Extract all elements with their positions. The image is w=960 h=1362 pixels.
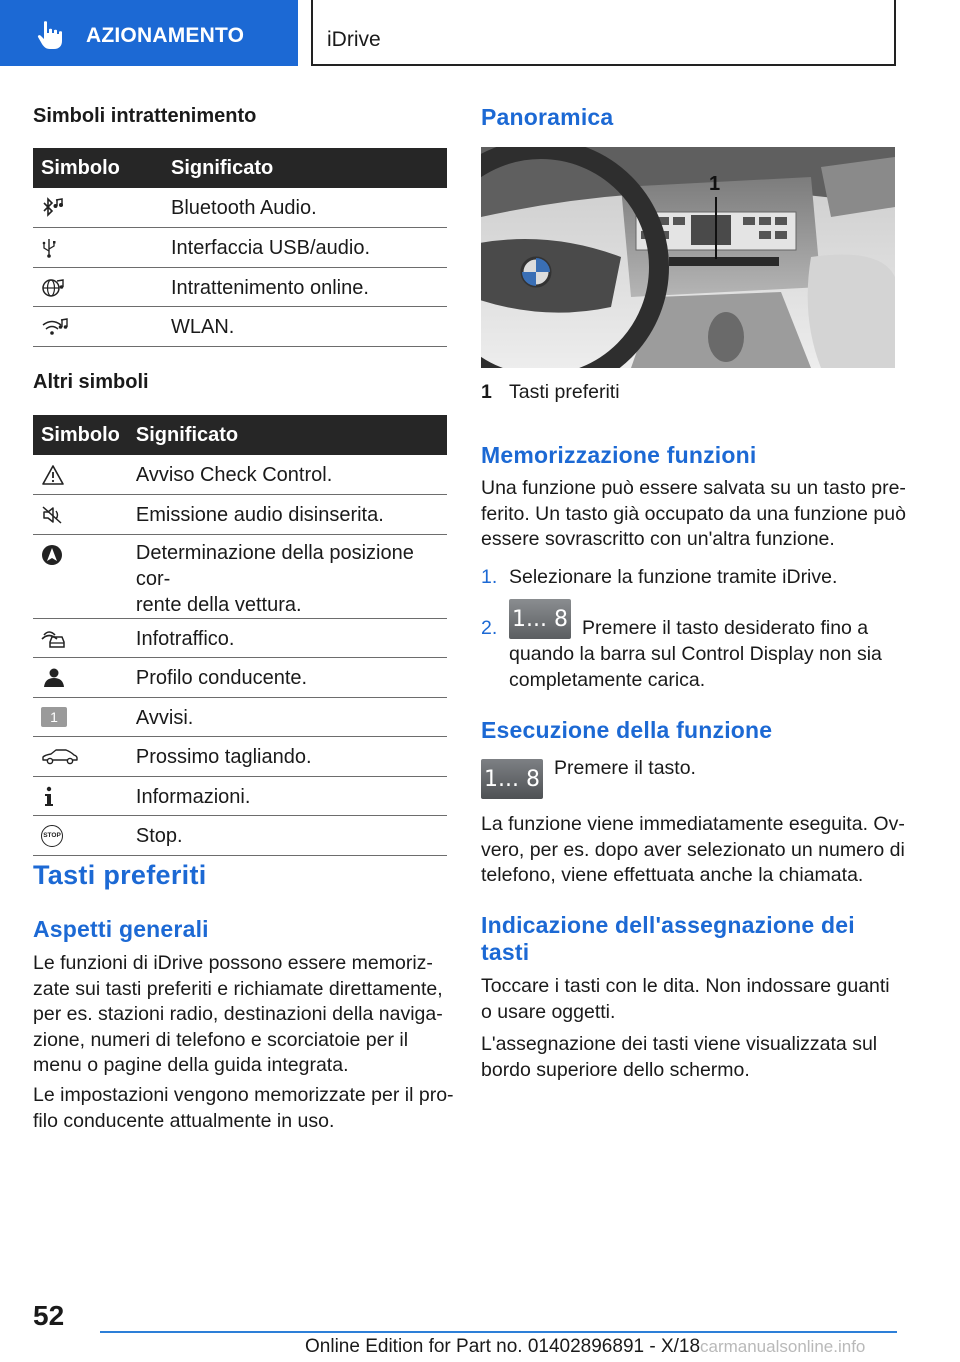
meaning-line-1: Determinazione della posizione cor- <box>135 541 414 590</box>
meaning-cell: Profilo conducente. <box>128 658 447 698</box>
table-row <box>33 228 447 268</box>
step-2-rest <box>509 642 882 693</box>
warning-triangle-icon <box>41 464 65 486</box>
execute-body <box>481 812 905 889</box>
other-table <box>33 415 447 856</box>
table-row <box>33 307 447 347</box>
title-line: Indicazione dell'assegnazione dei <box>481 912 855 938</box>
text-line: L'assegnazione dei tasti viene visualizzata sul <box>481 1033 878 1055</box>
text-line: zate sui tasti preferiti e richiamate direttamente, <box>33 977 443 1000</box>
text-line: filo conducente attualmente in uso. <box>33 1109 335 1132</box>
wlan-audio-icon <box>41 316 69 338</box>
symbol-cell <box>33 816 128 856</box>
symbol-cell <box>33 188 163 228</box>
text-line: menu o pagine della guida integrata. <box>33 1054 349 1076</box>
table-header-row <box>33 148 447 188</box>
traffic-info-icon <box>41 628 69 650</box>
store-title: Memorizzazione funzioni <box>481 442 757 468</box>
text-line: bordo superiore dello schermo. <box>481 1058 750 1081</box>
meaning-cell: Bluetooth Audio. <box>163 188 447 228</box>
column-header-meaning: Significato <box>128 415 447 455</box>
meaning-cell: Avviso Check Control. <box>128 455 447 495</box>
symbol-cell <box>33 307 163 347</box>
text-line: telefono, viene effettuata anche la chiamata. <box>481 864 864 886</box>
meaning-cell: Interfaccia USB/audio. <box>163 228 447 268</box>
meaning-cell: Intrattenimento online. <box>163 267 447 307</box>
section-tab <box>0 0 298 66</box>
table-header-row <box>33 415 447 455</box>
other-section <box>33 371 447 394</box>
entertainment-section <box>33 105 447 128</box>
chapter-label: iDrive <box>327 28 381 51</box>
entertainment-table <box>33 148 447 347</box>
meaning-cell: WLAN. <box>163 307 447 347</box>
bluetooth-audio-icon <box>41 197 65 219</box>
symbol-cell <box>33 267 163 307</box>
stop-icon: STOP <box>41 825 63 847</box>
section-label: AZIONAMENTO <box>86 24 245 47</box>
meaning-cell: Prossimo tagliando. <box>128 737 447 777</box>
table-row <box>33 697 447 737</box>
step-2-line-1: Premere il tasto desiderato fino a <box>582 617 869 639</box>
assignment-paragraph-2 <box>481 1032 877 1083</box>
text-line: o usare oggetti. <box>481 1000 616 1023</box>
symbol-cell <box>33 737 128 777</box>
car-service-icon <box>41 746 79 768</box>
favorites-title: Tasti preferiti <box>33 860 207 890</box>
footer-rule <box>100 1331 897 1333</box>
favorite-key-image: 1... 8 <box>509 599 571 639</box>
text-line: Una funzione può essere salvata su un tasto pre- <box>481 477 906 499</box>
table-row <box>33 816 447 856</box>
table-row <box>33 776 447 816</box>
meaning-cell <box>128 534 447 618</box>
assignment-paragraph-1 <box>481 974 890 1025</box>
table-row <box>33 534 447 618</box>
text-line: per es. stazioni radio, destinazioni della naviga- <box>33 1003 443 1025</box>
text-line: Le funzioni di iDrive possono essere memoriz- <box>33 952 433 974</box>
meaning-cell: Infotraffico. <box>128 618 447 658</box>
callout-number: 1 <box>709 173 721 195</box>
entertainment-title: Simboli intrattenimento <box>33 105 257 127</box>
online-entertainment-icon <box>41 277 65 299</box>
general-paragraph-1 <box>33 951 443 1079</box>
page-number: 52 <box>33 1300 65 1331</box>
text-line: zione, numeri di telefono e scorciatoie per il <box>33 1028 409 1051</box>
favorite-key-image: 1... 8 <box>481 759 543 799</box>
table-row <box>33 495 447 535</box>
entertainment-table-wrap <box>33 148 447 347</box>
overview-title: Panoramica <box>481 104 614 130</box>
column-header-symbol: Simbolo <box>33 148 163 188</box>
meaning-line-2: rente della vettura. <box>135 593 302 616</box>
step-1-number: 1. <box>481 566 498 588</box>
text-line: vero, per es. dopo aver selezionato un numero di <box>481 838 905 861</box>
symbol-cell <box>33 697 128 737</box>
table-row <box>33 658 447 698</box>
symbol-cell <box>33 455 128 495</box>
meaning-cell: Informazioni. <box>128 776 447 816</box>
column-header-meaning: Significato <box>163 148 447 188</box>
text-line: La funzione viene immediatamente eseguita. Ov- <box>481 813 905 835</box>
title-line: tasti <box>481 939 530 965</box>
symbol-cell <box>33 776 128 816</box>
dashboard-photo <box>481 147 895 368</box>
step-1-text: Selezionare la funzione tramite iDrive. <box>509 566 838 588</box>
audio-muted-icon <box>41 504 65 526</box>
legend-text: Tasti preferiti <box>509 381 620 403</box>
store-intro <box>481 476 906 553</box>
column-header-symbol: Simbolo <box>33 415 128 455</box>
table-row <box>33 737 447 777</box>
general-paragraph-2 <box>33 1083 454 1134</box>
execute-press-text: Premere il tasto. <box>554 757 696 779</box>
symbol-cell <box>33 495 128 535</box>
usb-icon <box>41 237 57 259</box>
meaning-cell: Emissione audio disinserita. <box>128 495 447 535</box>
other-title: Altri simboli <box>33 371 149 393</box>
table-row <box>33 455 447 495</box>
text-line: Toccare i tasti con le dita. Non indossare guanti <box>481 975 890 997</box>
notification-icon: 1 <box>41 707 67 727</box>
table-row <box>33 188 447 228</box>
meaning-cell: Avvisi. <box>128 697 447 737</box>
text-line: quando la barra sul Control Display non sia <box>509 643 882 665</box>
general-title: Aspetti generali <box>33 916 209 942</box>
dashboard-illustration <box>481 147 895 368</box>
info-icon <box>41 786 57 808</box>
footer-watermark: carmanualsonline.info <box>700 1337 866 1356</box>
text-line: completamente carica. <box>509 668 706 691</box>
step-2-number: 2. <box>481 617 498 639</box>
execute-title: Esecuzione della funzione <box>481 717 773 743</box>
text-line: ferito. Un tasto già occupato da una funzione può <box>481 502 906 525</box>
symbol-cell <box>33 618 128 658</box>
chapter-box <box>311 0 896 66</box>
hand-pointer-icon <box>36 20 66 50</box>
symbol-cell <box>33 228 163 268</box>
footer-edition: Online Edition for Part no. 01402896891 - X/18 <box>305 1336 701 1357</box>
other-table-wrap <box>33 415 447 856</box>
text-line: essere sovrascritto con un'altra funzione. <box>481 528 835 550</box>
table-row <box>33 267 447 307</box>
symbol-cell <box>33 534 128 618</box>
legend-number: 1 <box>481 381 492 403</box>
meaning-cell: Stop. <box>128 816 447 856</box>
text-line: Le impostazioni vengono memorizzate per il pro- <box>33 1084 454 1106</box>
symbol-cell <box>33 658 128 698</box>
assignment-title <box>481 912 855 966</box>
driver-profile-icon <box>41 667 67 689</box>
position-icon <box>41 544 63 566</box>
table-row <box>33 618 447 658</box>
